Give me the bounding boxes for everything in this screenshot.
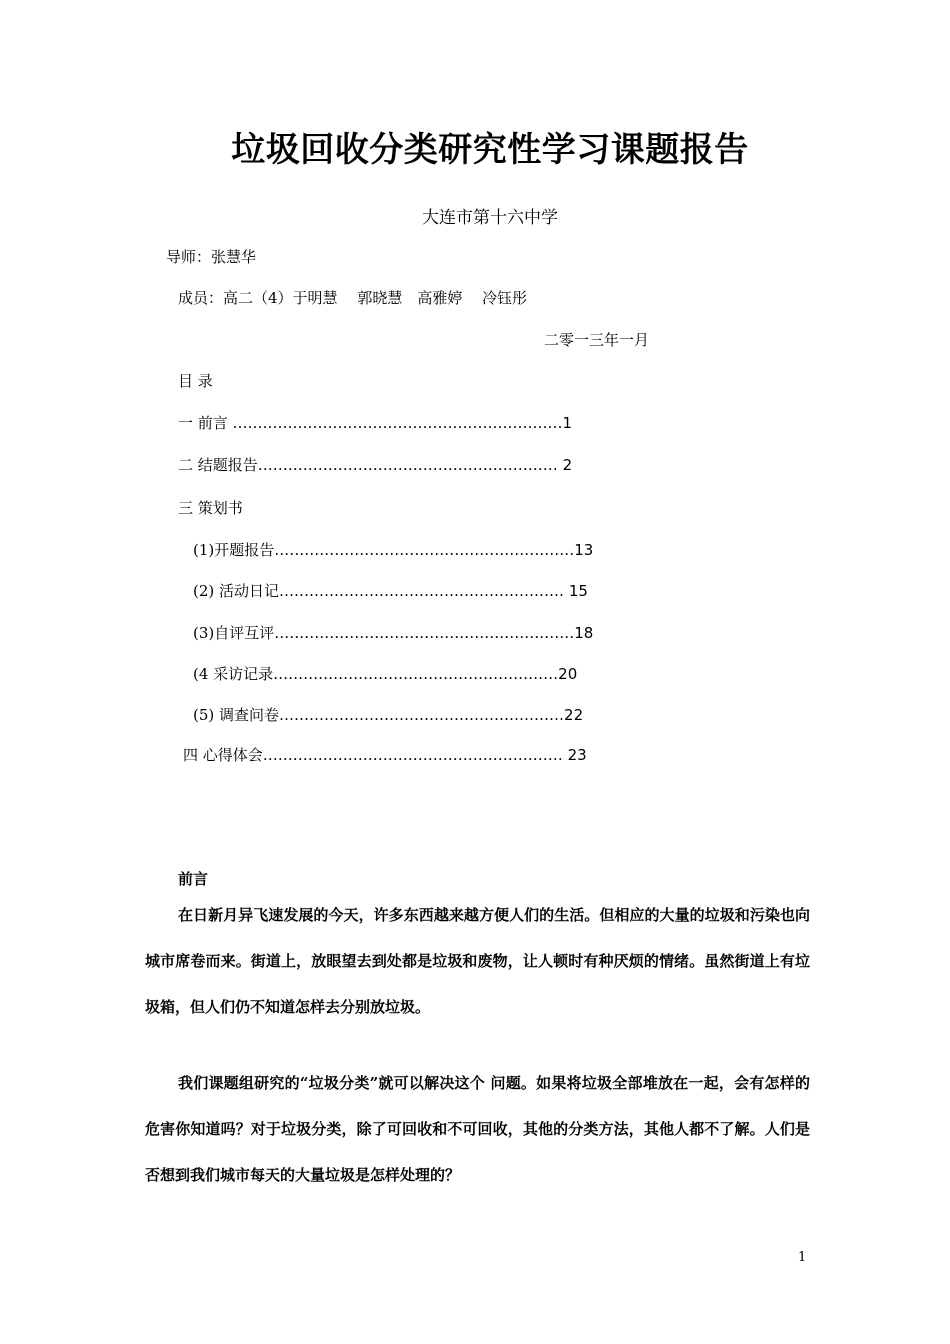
toc-entry [183,744,587,765]
toc-entry-label: (1)开题报告 [193,541,275,559]
body-paragraph [145,892,810,1030]
toc-entry [178,454,572,475]
page-number: 1 [798,1250,807,1265]
toc-entry [178,412,572,433]
toc-entry-label: 二 结题报告 [178,456,258,474]
toc-entry-page: 20 [558,665,578,683]
members-line: 成员：高二（4）于明慧 郭晓慧 高雅婷 冷钰彤 [178,289,528,307]
toc-entry [193,622,593,643]
toc-entry-leader: ………………………………………………………… [232,414,563,432]
toc-entry-page: 1 [562,414,573,432]
date-line: 二零一三年一月 [544,331,650,349]
toc-entry-label: (4 采访记录 [193,665,274,683]
toc-entry-leader: ………………………………………………… [273,665,559,683]
toc-entry-page: 23 [567,746,587,764]
toc-entry-page: 13 [574,541,594,559]
toc-entry [193,580,588,601]
toc-entry-page: 18 [574,624,594,642]
toc-entry-label: 一 前言 [178,414,233,432]
toc-entry-page: 2 [562,456,573,474]
paragraph-text: 在日新月异飞速发展的今天，许多东西越来越方便人们的生活。但相应的大量的垃圾和污染也向城市席卷而来。街道上，放眼望去到处都是垃圾和废物，让人顿时有种厌烦的情绪。虽然街道上有垃圾箱，但人们仍不知道怎样去分别放垃圾。 [145,906,810,1016]
toc-heading: 目 录 [178,372,213,390]
toc-entry-label: 四 心得体会 [183,746,263,764]
toc-entry-leader: …………………………………………………… [274,624,575,642]
toc-entry-label: (5) 调查问卷 [193,706,280,724]
section-title: 前言 [178,870,209,888]
school-name: 大连市第十六中学 [422,208,558,228]
toc-entry [178,497,243,518]
toc-entry-leader: …………………………………………………… [257,456,563,474]
toc-entry [193,539,593,560]
toc-entry [193,704,583,725]
toc-entry-leader: ………………………………………………… [279,582,569,600]
paragraph-text: 我们课题组研究的“垃圾分类”就可以解决这个 问题。如果将垃圾全部堆放在一起，会有怎样的危害你知道吗？对于垃圾分类，除了可回收和不可回收，其他的分类方法，其他人都不了解。人们是否想到我们城市每天的大量垃圾是怎样处理的？ [145,1074,810,1184]
toc-entry-page: 15 [568,582,588,600]
toc-entry-page: 22 [564,706,584,724]
toc-entry-leader: …………………………………………………… [262,746,568,764]
advisor-line: 导师：张慧华 [166,248,257,266]
body-paragraph [145,1060,810,1198]
toc-entry-label: (3)自评互评 [193,624,275,642]
document-title: 垃圾回收分类研究性学习课题报告 [231,130,749,170]
toc-entry-leader: …………………………………………………… [274,541,575,559]
toc-entry [193,663,577,684]
toc-entry-label: 三 策划书 [178,499,243,517]
toc-entry-label: (2) 活动日记 [193,582,280,600]
toc-entry-leader: ………………………………………………… [279,706,565,724]
